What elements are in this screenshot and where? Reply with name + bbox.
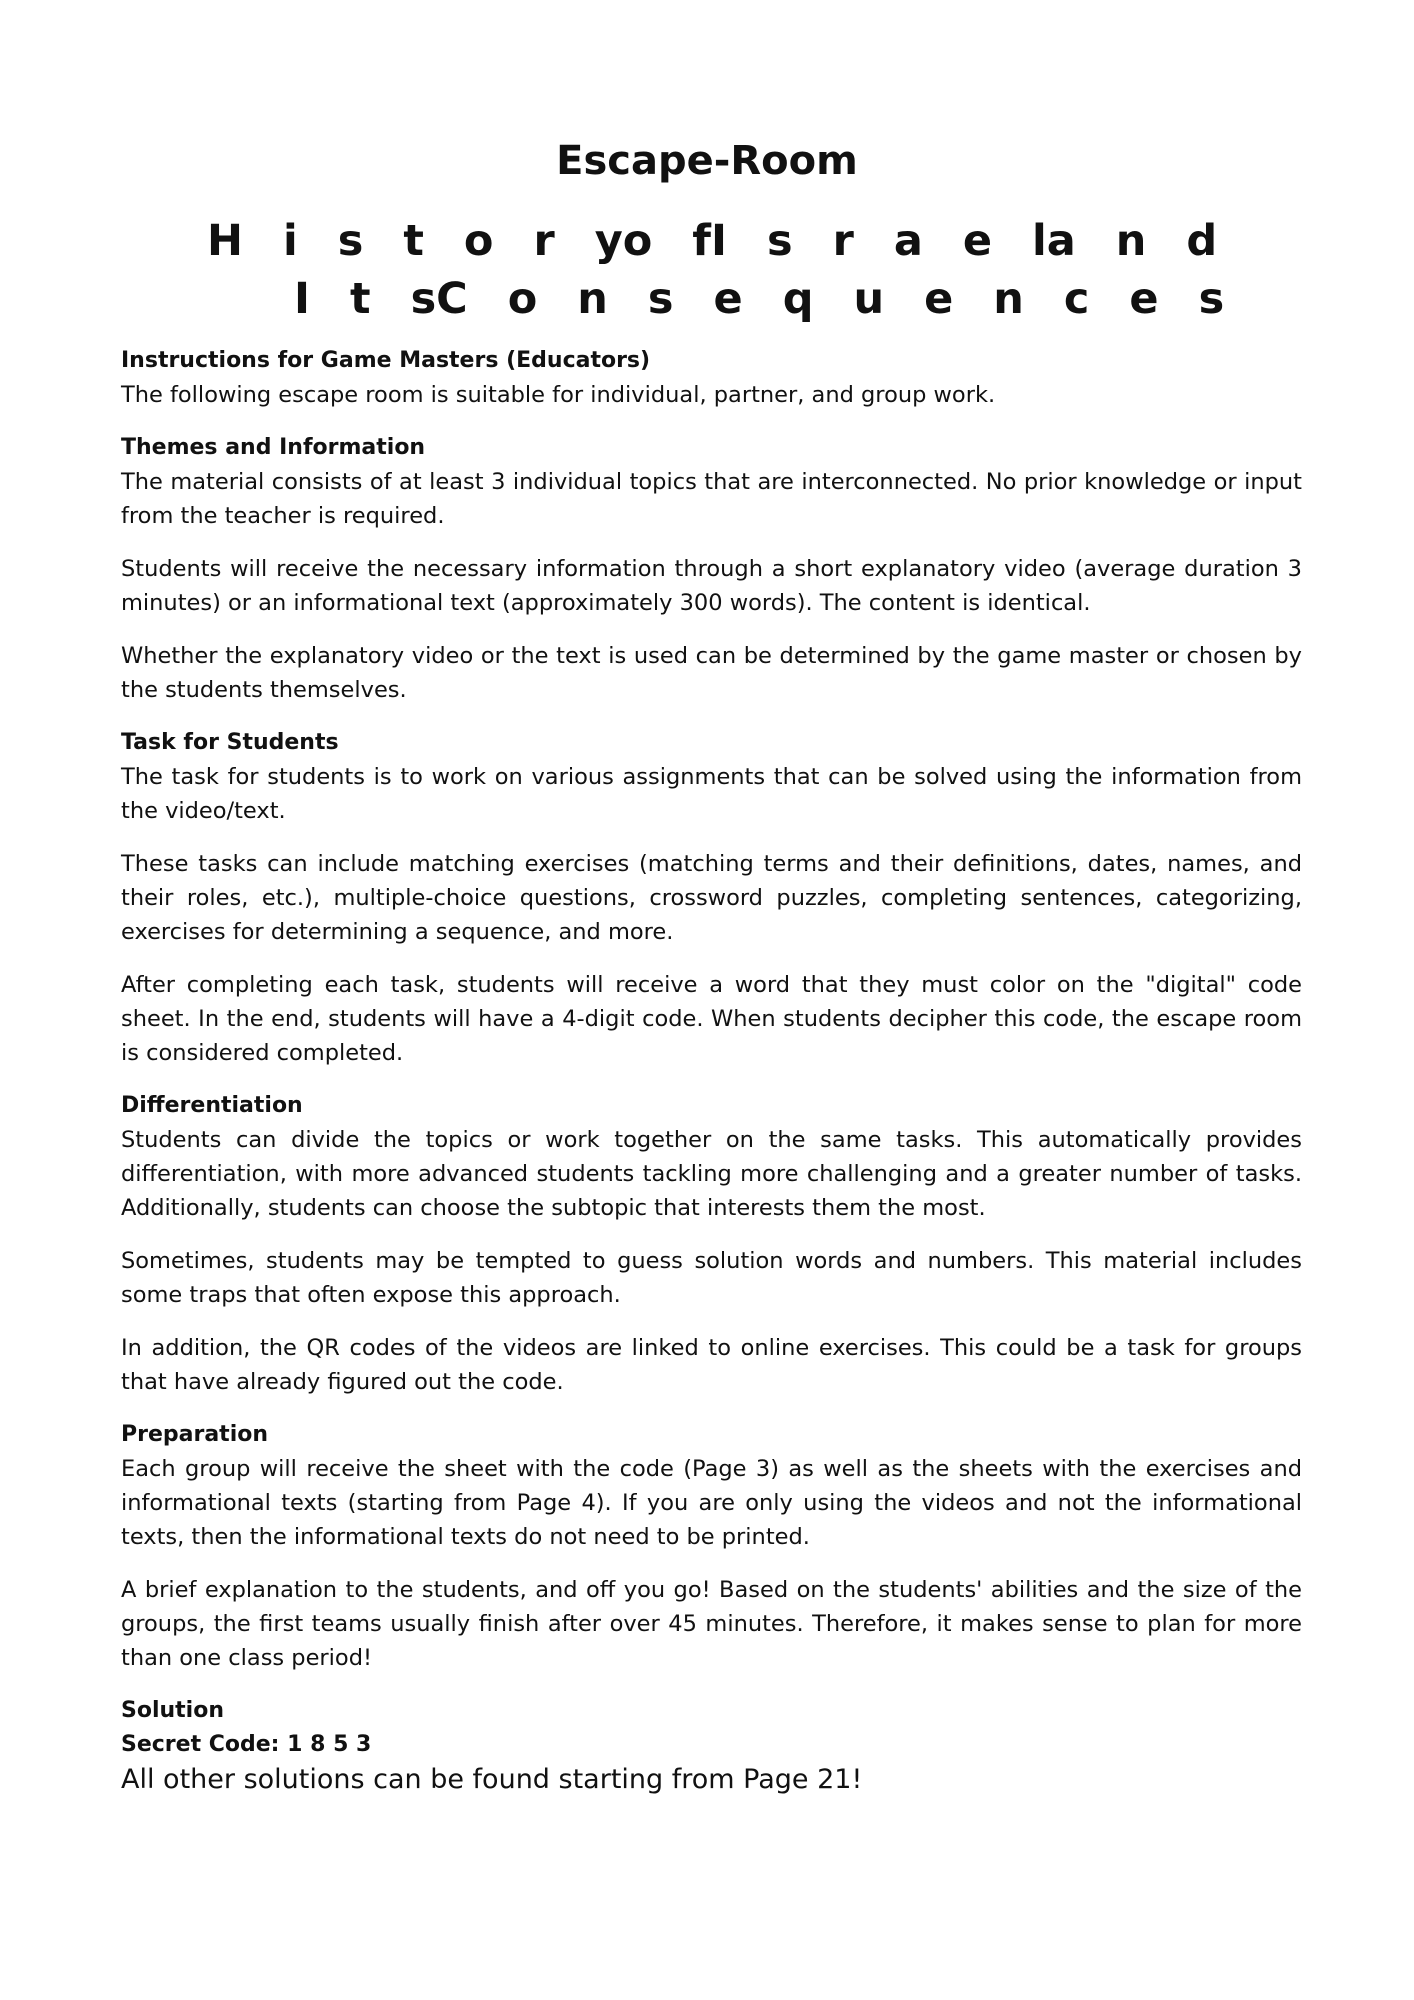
paragraph: Sometimes, students may be tempted to guess solution words and numbers. This material includes some traps that often expose this approach. bbox=[121, 1248, 1302, 1308]
paragraph: After completing each task, students will receive a word that they must color on the "digital" code sheet. In the end, students will have a 4-digit code. When students decipher this code, the escape room is considered completed. bbox=[121, 972, 1302, 1066]
section-heading: Themes and Information bbox=[121, 435, 426, 460]
subtitle-word: C o n s e q u e n c e s bbox=[436, 274, 1225, 324]
section-preparation bbox=[121, 1418, 1302, 1675]
paragraph: A brief explanation to the students, and off you go! Based on the students' abilities and the size of the groups, the first teams usually finish after over 45 minutes. Therefore, it makes sense to plan for more than one class period! bbox=[121, 1577, 1302, 1671]
section-solution bbox=[121, 1694, 1302, 1798]
section-differentiation bbox=[121, 1089, 1302, 1399]
document-body bbox=[121, 344, 1302, 1798]
paragraph: These tasks can include matching exercises (matching terms and their definitions, dates, names, and their roles, etc.), multiple-choice questions, crossword puzzles, completing sentences, categorizing, exercises for determining a sequence, and more. bbox=[121, 851, 1302, 945]
subtitle-word: o f bbox=[622, 216, 711, 266]
subtitle-word: a n d bbox=[1046, 216, 1218, 266]
subtitle-line-2 bbox=[294, 274, 1225, 324]
paragraph: Whether the explanatory video or the text is used can be determined by the game master or chosen by the students themselves. bbox=[121, 643, 1302, 703]
document-title: Escape-Room bbox=[556, 138, 858, 184]
paragraph: Each group will receive the sheet with the code (Page 3) as well as the sheets with the exercises and informational texts (starting from Page 4). If you are only using the videos and not the informational texts, then the informational texts do not need to be printed. bbox=[121, 1456, 1302, 1550]
section-instructions bbox=[121, 344, 1302, 412]
paragraph: In addition, the QR codes of the videos are linked to online exercises. This could be a task for groups that have already figured out the code. bbox=[121, 1335, 1302, 1395]
section-heading: Differentiation bbox=[121, 1093, 303, 1118]
subtitle-word: I t s bbox=[294, 274, 437, 324]
section-heading: Solution bbox=[121, 1698, 224, 1723]
section-themes bbox=[121, 431, 1302, 707]
paragraph: The material consists of at least 3 individual topics that are interconnected. No prior knowledge or input from the teacher is required. bbox=[121, 469, 1302, 529]
section-task bbox=[121, 726, 1302, 1070]
subtitle-word: I s r a e l bbox=[710, 216, 1047, 266]
subtitle-line-1 bbox=[207, 216, 1218, 266]
solution-note: All other solutions can be found starting from Page 21! bbox=[121, 1764, 863, 1795]
section-heading: Task for Students bbox=[121, 730, 339, 755]
secret-code: Secret Code: 1 8 5 3 bbox=[121, 1732, 372, 1757]
section-heading: Preparation bbox=[121, 1422, 269, 1447]
section-heading: Instructions for Game Masters (Educators) bbox=[121, 348, 651, 373]
paragraph: The following escape room is suitable for individual, partner, and group work. bbox=[121, 382, 996, 408]
paragraph: Students can divide the topics or work together on the same tasks. This automatically provides differentiation, with more advanced students tackling more challenging and a greater number of tasks. Additionally, students can choose the subtopic that interests them the most. bbox=[121, 1127, 1302, 1221]
paragraph: Students will receive the necessary information through a short explanatory video (average duration 3 minutes) or an informational text (approximately 300 words). The content is identical. bbox=[121, 556, 1302, 616]
subtitle-word: H i s t o r y bbox=[207, 216, 623, 266]
paragraph: The task for students is to work on various assignments that can be solved using the information from the video/text. bbox=[121, 764, 1302, 824]
